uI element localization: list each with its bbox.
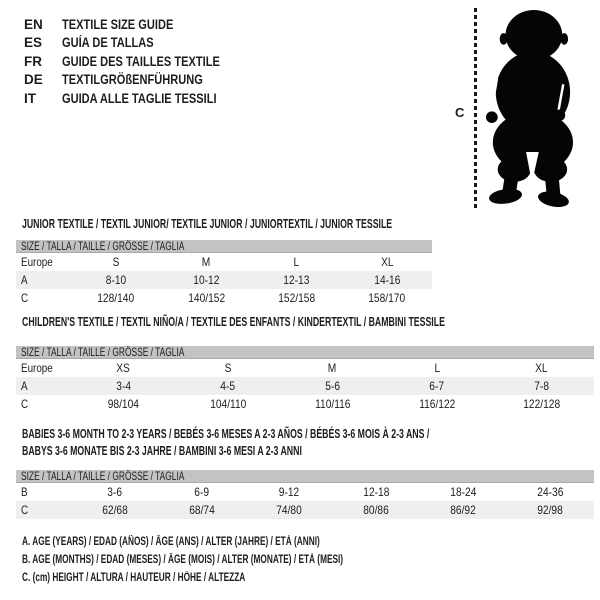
babies-table-rows xyxy=(16,483,594,519)
size-cell: 140/152 xyxy=(187,291,225,305)
size-cell: 62/68 xyxy=(101,503,128,517)
size-cell: 5-6 xyxy=(325,379,340,393)
row-label: C xyxy=(21,503,29,517)
size-cell: 68/74 xyxy=(188,503,215,517)
language-label: GUÍA DE TALLAS xyxy=(62,35,154,51)
size-cell: XL xyxy=(535,361,548,375)
size-cell: L xyxy=(293,255,300,269)
children-table-rows xyxy=(16,359,594,413)
babies-size-table xyxy=(16,470,594,519)
size-cell: 24-36 xyxy=(537,485,564,499)
size-cell: 110/116 xyxy=(314,397,351,411)
table-row xyxy=(16,271,432,289)
size-cell: 3-6 xyxy=(107,485,122,499)
language-row-it xyxy=(24,89,255,108)
table-row xyxy=(16,253,432,271)
size-cell: 6-7 xyxy=(429,379,445,393)
table-row xyxy=(16,289,432,307)
row-label: C xyxy=(21,291,29,305)
size-cell: 3-4 xyxy=(115,379,131,393)
junior-table-title: JUNIOR TEXTILE / TEXTIL JUNIOR/ TEXTILE JUNIOR / JUNIORTEXTIL / JUNIOR TESSILE xyxy=(22,217,393,231)
language-label: TEXTILGRÖßENFÜHRUNG xyxy=(62,72,203,88)
size-cell: 18-24 xyxy=(450,485,477,499)
footnote-c: C. (cm) HEIGHT / ALTURA / HAUTEUR / HÖHE / ALTEZZA xyxy=(22,572,246,584)
size-cell: 7-8 xyxy=(534,379,550,393)
size-cell: 14-16 xyxy=(373,273,400,287)
size-cell: XL xyxy=(380,255,394,269)
size-cell: 74/80 xyxy=(276,503,302,517)
language-label: GUIDE DES TAILLES TEXTILE xyxy=(62,53,220,69)
language-label: TEXTILE SIZE GUIDE xyxy=(62,16,174,32)
table-row xyxy=(16,359,594,377)
language-row-de xyxy=(24,71,255,90)
row-label: C xyxy=(21,397,29,411)
size-cell: 98/104 xyxy=(107,397,139,411)
row-label: B xyxy=(21,485,28,499)
size-cell: 86/92 xyxy=(450,503,477,517)
size-cell: 12-18 xyxy=(363,485,390,499)
size-cell: 92/98 xyxy=(537,503,564,517)
size-cell: M xyxy=(202,255,211,269)
size-cell: 158/170 xyxy=(368,291,406,305)
size-cell: 4-5 xyxy=(220,379,236,393)
language-row-fr xyxy=(24,52,255,71)
footnote-a: A. AGE (YEARS) / EDAD (AÑOS) / ÂGE (ANS) / ALTER (JAHRE) / ETÀ (ANNI) xyxy=(22,536,320,548)
language-code: EN xyxy=(24,16,43,32)
size-cell: S xyxy=(224,361,232,375)
size-cell: 122/128 xyxy=(523,397,561,411)
language-row-es xyxy=(24,34,255,53)
size-cell: XS xyxy=(116,361,131,375)
size-cell: M xyxy=(328,361,337,375)
children-size-table xyxy=(16,346,594,413)
height-measure-c-label: C xyxy=(455,105,465,120)
size-cell: 8-10 xyxy=(105,273,127,287)
babies-table-title-line2: BABYS 3-6 MONATE BIS 2-3 JAHRE / BAMBINI 3-6 MESI A 2-3 ANNI xyxy=(22,444,302,458)
row-label: Europe xyxy=(21,361,53,375)
table-row xyxy=(16,501,594,519)
language-label: GUIDA ALLE TAGLIE TESSILI xyxy=(62,90,217,106)
size-cell: 104/110 xyxy=(209,397,246,411)
size-cell: 9-12 xyxy=(278,485,300,499)
size-cell: 152/158 xyxy=(278,291,316,305)
size-cell: 12-13 xyxy=(283,273,310,287)
footnote-b: B. AGE (MONTHS) / EDAD (MESES) / ÂGE (MOIS) / ALTER (MONATE) / ETÀ (MESI) xyxy=(22,554,344,566)
row-label: A xyxy=(21,273,28,287)
table-row xyxy=(16,395,594,413)
language-code: FR xyxy=(24,53,42,69)
height-measure-dashed-line xyxy=(474,8,477,208)
size-cell: 116/122 xyxy=(419,397,456,411)
row-label: Europe xyxy=(21,255,53,269)
children-table-title: CHILDREN'S TEXTILE / TEXTIL NIÑO/A / TEXTILE DES ENFANTS / KINDERTEXTIL / BAMBINI TESSILE xyxy=(22,315,445,329)
size-cell: 80/86 xyxy=(363,503,389,517)
language-code: ES xyxy=(24,35,43,51)
size-table-header: SIZE / TALLA / TAILLE / GRÖSSE / TAGLIA xyxy=(16,346,594,359)
babies-table-title: BABIES 3-6 MONTH TO 2-3 YEARS / BEBÉS 3-6 MESES A 2-3 AÑOS / BÉBÉS 3-6 MOIS À 2-3 ANS / xyxy=(22,427,430,441)
table-row xyxy=(16,377,594,395)
language-row-en xyxy=(24,15,255,34)
size-cell: S xyxy=(112,255,120,269)
row-label: A xyxy=(21,379,28,393)
size-table-header: SIZE / TALLA / TAILLE / GRÖSSE / TAGLIA xyxy=(16,240,432,253)
baby-silhouette-icon xyxy=(484,9,574,207)
junior-size-table xyxy=(16,240,432,307)
size-cell: 6-9 xyxy=(194,485,210,499)
language-guide-list xyxy=(24,15,255,108)
size-table-header: SIZE / TALLA / TAILLE / GRÖSSE / TAGLIA xyxy=(16,470,594,483)
size-cell: 10-12 xyxy=(193,273,220,287)
language-code: IT xyxy=(24,90,36,106)
size-cell: L xyxy=(434,361,440,375)
language-code: DE xyxy=(24,72,43,88)
size-cell: 128/140 xyxy=(97,291,135,305)
table-row xyxy=(16,483,594,501)
junior-table-rows xyxy=(16,253,432,307)
